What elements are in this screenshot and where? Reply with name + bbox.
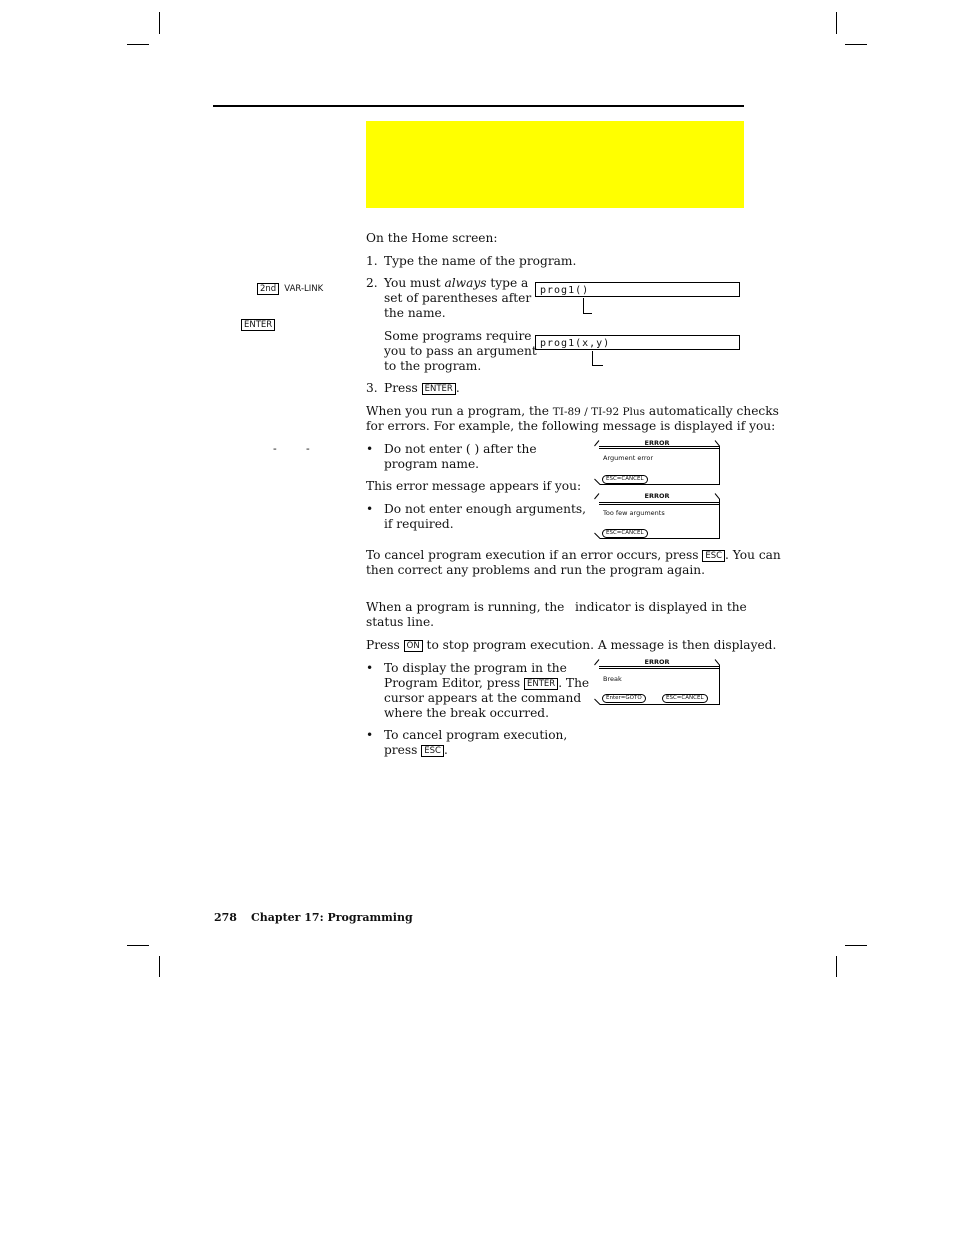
dialog-title: ERROR <box>644 658 670 666</box>
key-enter: ENTER <box>241 319 275 331</box>
cancel-text-b: . You can <box>725 548 781 562</box>
errors-text-b: automatically checks <box>645 404 779 418</box>
step-2-text-b: type a <box>486 276 529 290</box>
error-appears-text: This error message appears if you: <box>366 479 582 493</box>
step-2-emphasis: always <box>444 276 487 290</box>
bullet-4-line-1: To cancel program execution, <box>384 728 568 742</box>
key-enter: ENTER <box>524 678 558 690</box>
bullet-4-text-b: . <box>443 743 448 757</box>
dialog-esc-cancel-button[interactable]: ESC=CANCEL <box>602 475 648 484</box>
step-3-number: 3. <box>366 381 378 395</box>
press-on-text-b: to stop program execution. A message is then displayed. <box>422 638 777 652</box>
crop-mark <box>845 44 867 45</box>
step-2-line-1 <box>384 276 528 291</box>
bullet-marker: • <box>366 728 374 742</box>
press-on-text-a: Press <box>366 638 404 652</box>
dialog-enter-goto-button[interactable]: Enter=GOTO <box>602 694 646 703</box>
bullet-2-line-2: if required. <box>384 517 454 531</box>
margin-key-enter <box>241 313 275 332</box>
crop-mark <box>159 956 160 977</box>
crop-mark <box>127 945 149 946</box>
dialog-message: Break <box>603 675 622 683</box>
step-3-text-b: . <box>455 381 460 395</box>
step-3-text-a: Press <box>384 381 422 395</box>
dialog-esc-cancel-button[interactable]: ESC=CANCEL <box>662 694 708 703</box>
key-varlink: VAR-LINK <box>284 284 324 294</box>
highlight-banner <box>366 121 744 208</box>
errors-text-a: When you run a program, the <box>366 404 553 418</box>
crop-mark <box>159 12 160 34</box>
margin-dash: - <box>306 442 310 455</box>
bullet-3-text-b: . The <box>558 676 590 690</box>
crop-mark <box>836 12 837 34</box>
error-dialog-too-few <box>594 493 720 539</box>
key-esc: ESC <box>702 550 725 562</box>
bullet-2-line-1: Do not enter enough arguments, <box>384 502 586 516</box>
key-esc: ESC <box>421 745 444 757</box>
running-para-line-2: status line. <box>366 615 435 629</box>
code-example-2: prog1(x,y) <box>535 335 740 350</box>
step-1-text: Type the name of the program. <box>384 254 577 268</box>
step-1-number: 1. <box>366 254 378 268</box>
errors-para-line-2: for errors. For example, the following message is displayed if you: <box>366 419 776 433</box>
bullet-marker: • <box>366 502 374 516</box>
header-rule <box>213 105 744 107</box>
page-number: 278 <box>214 911 237 924</box>
dialog-message: Argument error <box>603 454 654 462</box>
step-2-line-2: set of parentheses after <box>384 291 532 305</box>
bullet-marker: • <box>366 442 374 456</box>
press-on-line <box>366 638 776 653</box>
margin-key-varlink <box>257 277 323 296</box>
step-3-line <box>384 381 460 396</box>
step-2-line-3: the name. <box>384 306 446 320</box>
callout-line <box>592 351 593 365</box>
step-2-text-a: You must <box>384 276 445 290</box>
bullet-3-text-a: Program Editor, press <box>384 676 524 690</box>
bullet-4-text-a: press <box>384 743 422 757</box>
bullet-3-line-2 <box>384 676 589 691</box>
step-2b-line-3: to the program. <box>384 359 482 373</box>
callout-line <box>592 365 603 366</box>
running-text-a: When a program is running, the <box>366 600 565 614</box>
callout-line <box>583 313 592 314</box>
calculator-model: TI-89 / TI-92 Plus <box>552 406 646 418</box>
crop-mark <box>836 956 837 977</box>
bullet-4-line-2 <box>384 743 448 758</box>
bullet-3-line-3: cursor appears at the command <box>384 691 582 705</box>
key-2nd: 2nd <box>257 283 279 295</box>
chapter-title: Chapter 17: Programming <box>251 911 413 924</box>
crop-mark <box>845 945 867 946</box>
error-dialog-argument <box>594 440 720 486</box>
bullet-1-line-1: Do not enter ( ) after the <box>384 442 537 456</box>
crop-mark <box>127 44 149 45</box>
key-enter: ENTER <box>422 383 456 395</box>
bullet-1-line-2: program name. <box>384 457 480 471</box>
cancel-text-a: To cancel program execution if an error occurs, press <box>366 548 703 562</box>
bullet-3-line-4: where the break occurred. <box>384 706 549 720</box>
step-2b-line-2: you to pass an argument <box>384 344 537 358</box>
break-dialog <box>594 659 720 705</box>
margin-dash: - <box>273 442 277 455</box>
cancel-para-line-2: then correct any problems and run the program again. <box>366 563 706 577</box>
callout-line <box>583 298 584 313</box>
step-2b-line-1: Some programs require <box>384 329 532 343</box>
running-text-b: indicator is displayed in the <box>575 600 747 614</box>
step-2-number: 2. <box>366 276 378 290</box>
dialog-title: ERROR <box>644 439 670 447</box>
key-on: ON <box>404 640 423 652</box>
intro-text: On the Home screen: <box>366 231 498 245</box>
cancel-para-line-1 <box>366 548 781 563</box>
dialog-message: Too few arguments <box>603 509 665 517</box>
dialog-esc-cancel-button[interactable]: ESC=CANCEL <box>602 529 648 538</box>
errors-para-line-1 <box>366 404 779 420</box>
code-example-1: prog1() <box>535 282 740 297</box>
bullet-3-line-1: To display the program in the <box>384 661 567 675</box>
bullet-marker: • <box>366 661 374 675</box>
dialog-title: ERROR <box>644 492 670 500</box>
